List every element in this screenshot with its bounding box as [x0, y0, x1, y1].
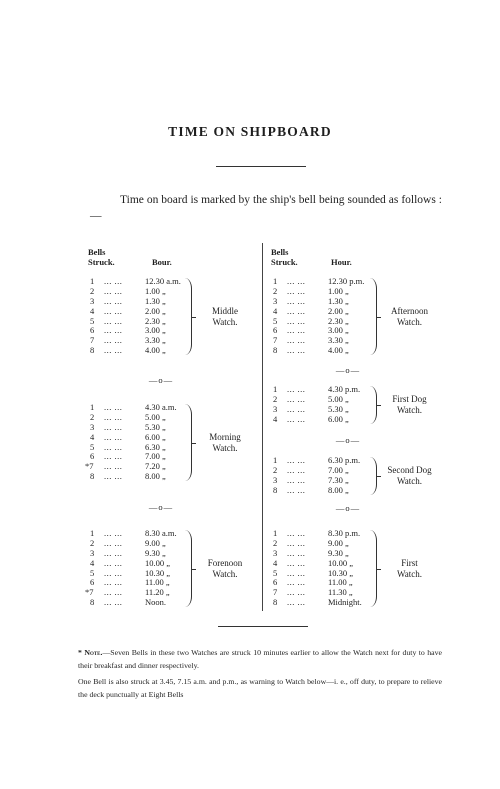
watch-label-line: Afternoon [391, 305, 428, 316]
leader-dots: ... ... [287, 345, 306, 356]
bell-hour: 11.30 „ [328, 587, 353, 598]
watch-label-line: Watch. [212, 442, 238, 453]
watch-brace [370, 530, 377, 607]
footnote-body: —Seven Bells in these two Watches are struck 10 minutes earlier to allow the Watch next for duty to have their breakfast and dinner respectively. [78, 648, 442, 670]
separator: —o— [335, 503, 361, 513]
bell-count: 3 [90, 547, 95, 558]
leader-dots: ... ... [287, 587, 306, 598]
bell-count: 3 [90, 421, 95, 432]
bell-count: 7 [90, 335, 95, 346]
leader-dots: ... ... [104, 335, 123, 346]
watch-label-line: Middle [212, 305, 238, 316]
bell-hour: 5.30 „ [145, 421, 166, 432]
bell-hour: 3.00 „ [328, 325, 349, 336]
left-header-hour: Bour. [152, 257, 172, 267]
bell-count: 2 [90, 411, 95, 422]
bell-count: 8 [273, 484, 278, 495]
bell-count: 6 [273, 325, 278, 336]
bell-hour: 3.30 „ [145, 335, 166, 346]
leader-dots: ... ... [287, 484, 306, 495]
bell-count: 3 [90, 295, 95, 306]
separator: —o— [335, 435, 361, 445]
bell-hour: 2.30 „ [328, 315, 349, 326]
bell-hour: 7.00 „ [328, 464, 349, 475]
watch-label-line: First [401, 557, 418, 568]
leader-dots: ... ... [287, 295, 306, 306]
bell-hour: 6.30 p.m. [328, 455, 361, 465]
bell-count: 7 [273, 587, 278, 598]
bell-count: 2 [90, 285, 95, 296]
watch-brace [370, 457, 377, 495]
bell-count: 8 [90, 597, 95, 608]
leader-dots: ... ... [104, 421, 123, 432]
leader-dots: ... ... [287, 597, 306, 608]
footnote-seven-bells [78, 646, 442, 672]
bell-count: 3 [273, 403, 278, 414]
bell-hour: 4.30 p.m. [328, 384, 361, 394]
watch-brace [370, 278, 377, 355]
leader-dots: ... ... [104, 471, 123, 482]
footnote-one-bell: One Bell is also struck at 3.45, 7.15 a.m. and p.m., as warning to Watch below—i. e., off duty, to prepare to relieve the deck punctually at Eight Bells [78, 677, 442, 699]
leader-dots: ... ... [287, 455, 306, 465]
leader-dots: ... ... [287, 567, 306, 578]
leader-dots: ... ... [287, 413, 306, 424]
bell-hour: 11.00 „ [328, 577, 353, 588]
leader-dots: ... ... [104, 567, 123, 578]
leader-dots: ... ... [287, 325, 306, 336]
bell-count: 2 [273, 537, 278, 548]
leader-dots: ... ... [104, 547, 123, 558]
bell-hour: 9.30 „ [145, 547, 166, 558]
bell-hour: 9.00 „ [145, 537, 166, 548]
bell-hour: 3.00 „ [145, 325, 166, 336]
watch-brace [185, 530, 192, 607]
watch-label [200, 306, 250, 328]
header-bells: Bells [271, 247, 289, 257]
footnote-head: * Note. [78, 648, 103, 657]
leader-dots: ... ... [104, 305, 123, 316]
bell-count: 1 [273, 276, 278, 286]
leader-dots: ... ... [287, 403, 306, 414]
leader-dots: ... ... [287, 557, 306, 568]
separator: —o— [148, 502, 174, 512]
bell-hour: 5.00 „ [328, 393, 349, 404]
leader-dots: ... ... [287, 335, 306, 346]
leader-dots: ... ... [104, 597, 123, 608]
bell-count: 5 [90, 567, 95, 578]
leader-dots: ... ... [287, 528, 306, 538]
leader-dots: ... ... [287, 464, 306, 475]
bell-count: 2 [273, 285, 278, 296]
bell-count: 1 [273, 384, 278, 394]
watch-label [382, 306, 437, 328]
watch-brace [370, 386, 377, 424]
watch-label-line: Second Dog [387, 464, 432, 475]
bell-hour: 7.20 „ [145, 461, 166, 472]
bell-count: 5 [90, 315, 95, 326]
leader-dots: ... ... [104, 315, 123, 326]
leader-dots: ... ... [104, 345, 123, 356]
leader-dots: ... ... [104, 441, 123, 452]
intro-text: Time on board is marked by the ship's bell being sounded as follows :— [90, 194, 442, 222]
bell-hour: 6.00 „ [145, 431, 166, 442]
bell-hour: 4.00 „ [145, 345, 166, 356]
watch-label-line: Watch. [396, 475, 422, 486]
bell-row [90, 346, 190, 356]
bell-count: 1 [90, 402, 95, 412]
bell-hour: 7.30 „ [328, 474, 349, 485]
watch-label [382, 558, 437, 580]
watch-label-line: Watch. [212, 316, 238, 327]
bell-hour: 6.00 „ [328, 413, 349, 424]
leader-dots: ... ... [104, 587, 123, 598]
leader-dots: ... ... [287, 305, 306, 316]
bell-count: 4 [273, 305, 278, 316]
header-struck: Struck. [271, 257, 298, 267]
bell-count: 1 [273, 455, 278, 465]
column-divider [262, 243, 263, 611]
bell-count: 2 [273, 464, 278, 475]
watch-group [273, 385, 373, 425]
header-struck: Struck. [88, 257, 115, 267]
bell-row [273, 346, 373, 356]
watch-group [273, 529, 373, 608]
leader-dots: ... ... [104, 557, 123, 568]
bell-hour: 1.00 „ [328, 285, 349, 296]
leader-dots: ... ... [104, 285, 123, 296]
bell-count: 5 [273, 315, 278, 326]
bell-hour: 8.00 „ [328, 484, 349, 495]
bell-hour: 4.00 „ [328, 345, 349, 356]
watch-brace [185, 404, 192, 481]
leader-dots: ... ... [287, 315, 306, 326]
bell-hour: Noon. [145, 597, 167, 608]
bell-hour: 11.20 „ [145, 587, 170, 598]
bell-hour: 1.30 „ [145, 295, 166, 306]
bell-count: 4 [90, 431, 95, 442]
watch-label [382, 465, 437, 487]
bell-count: 6 [273, 577, 278, 588]
bell-hour: 8.30 p.m. [328, 528, 361, 538]
watch-group [85, 402, 190, 482]
bell-count: 5 [273, 567, 278, 578]
watch-group [273, 277, 373, 356]
bell-count: 8 [90, 471, 95, 482]
leader-dots: ... ... [287, 276, 306, 286]
header-bells: Bells [88, 247, 106, 257]
leader-dots: ... ... [287, 577, 306, 588]
watch-brace [185, 278, 192, 355]
leader-dots: ... ... [104, 451, 123, 462]
right-header-hour: Hour. [331, 257, 352, 267]
leader-dots: ... ... [287, 474, 306, 485]
bell-count: 6 [90, 577, 95, 588]
bell-hour: 12.30 a.m. [145, 276, 181, 286]
leader-dots: ... ... [287, 537, 306, 548]
bell-hour: 9.30 „ [328, 547, 349, 558]
separator: —o— [148, 375, 174, 385]
leader-dots: ... ... [287, 547, 306, 558]
watch-label [382, 394, 437, 416]
bell-hour: 8.30 a.m. [145, 528, 177, 538]
watch-group [85, 528, 190, 608]
bell-count: 5 [90, 441, 95, 452]
bell-count: 6 [90, 325, 95, 336]
leader-dots: ... ... [104, 461, 123, 472]
bell-hour: 6.30 „ [145, 441, 166, 452]
bell-count: 2 [90, 537, 95, 548]
leader-dots: ... ... [104, 528, 123, 538]
bell-hour: 12.30 p.m. [328, 276, 365, 286]
watch-label-line: Forenoon [207, 557, 243, 568]
bell-row [273, 598, 373, 608]
bottom-rule [218, 626, 308, 627]
leader-dots: ... ... [104, 577, 123, 588]
bell-hour: 11.00 „ [145, 577, 170, 588]
bell-hour: 8.00 „ [145, 471, 166, 482]
bell-count: 8 [273, 597, 278, 608]
leader-dots: ... ... [104, 537, 123, 548]
bell-hour: 10.00 „ [328, 557, 354, 568]
bell-hour: 10.30 „ [145, 567, 171, 578]
leader-dots: ... ... [104, 402, 123, 412]
bell-row [90, 598, 190, 608]
bell-count: *7 [85, 587, 94, 598]
bell-count: 8 [90, 345, 95, 356]
separator: —o— [335, 365, 361, 375]
bell-count: 1 [90, 276, 95, 286]
bell-row [273, 415, 373, 425]
bell-count: 4 [90, 305, 95, 316]
watch-label-line: Watch. [212, 568, 238, 579]
bell-row [273, 486, 373, 496]
bell-hour: 5.00 „ [145, 411, 166, 422]
leader-dots: ... ... [104, 325, 123, 336]
bell-count: 3 [273, 474, 278, 485]
right-header-bells [271, 247, 298, 267]
bell-hour: 10.00 „ [145, 557, 171, 568]
watch-group [90, 277, 190, 356]
bell-count: 4 [90, 557, 95, 568]
bell-count: 3 [273, 547, 278, 558]
bell-hour: 5.30 „ [328, 403, 349, 414]
leader-dots: ... ... [104, 295, 123, 306]
watch-group [273, 456, 373, 496]
bell-count: *7 [85, 461, 94, 472]
watch-label-line: First Dog [392, 393, 427, 404]
bell-count: 1 [273, 528, 278, 538]
leader-dots: ... ... [104, 276, 123, 286]
leader-dots: ... ... [287, 285, 306, 296]
leader-dots: ... ... [287, 384, 306, 394]
bell-row [90, 472, 190, 482]
bell-hour: 3.30 „ [328, 335, 349, 346]
page-title: TIME ON SHIPBOARD [168, 124, 332, 139]
bell-hour: Midnight. [328, 597, 362, 608]
bell-count: 8 [273, 345, 278, 356]
watch-label-line: Watch. [396, 404, 422, 415]
title-rule [216, 166, 306, 167]
bell-hour: 1.30 „ [328, 295, 349, 306]
watch-label-line: Morning [209, 431, 241, 442]
bell-count: 3 [273, 295, 278, 306]
bell-count: 1 [90, 528, 95, 538]
bell-hour: 7.00 „ [145, 451, 166, 462]
bell-hour: 2.30 „ [145, 315, 166, 326]
bell-count: 4 [273, 413, 278, 424]
bell-hour: 2.00 „ [328, 305, 349, 316]
bell-count: 7 [273, 335, 278, 346]
bell-count: 6 [90, 451, 95, 462]
bell-count: 2 [273, 393, 278, 404]
leader-dots: ... ... [287, 393, 306, 404]
watch-label-line: Watch. [396, 316, 422, 327]
bell-count: 4 [273, 557, 278, 568]
leader-dots: ... ... [104, 411, 123, 422]
leader-dots: ... ... [104, 431, 123, 442]
watch-label-line: Watch. [396, 568, 422, 579]
bell-hour: 4.30 a.m. [145, 402, 177, 412]
bell-hour: 1.00 „ [145, 285, 166, 296]
bell-hour: 2.00 „ [145, 305, 166, 316]
left-header-bells [88, 247, 115, 267]
bell-hour: 9.00 „ [328, 537, 349, 548]
watch-label [200, 432, 250, 454]
bell-hour: 10.30 „ [328, 567, 354, 578]
watch-label [200, 558, 250, 580]
